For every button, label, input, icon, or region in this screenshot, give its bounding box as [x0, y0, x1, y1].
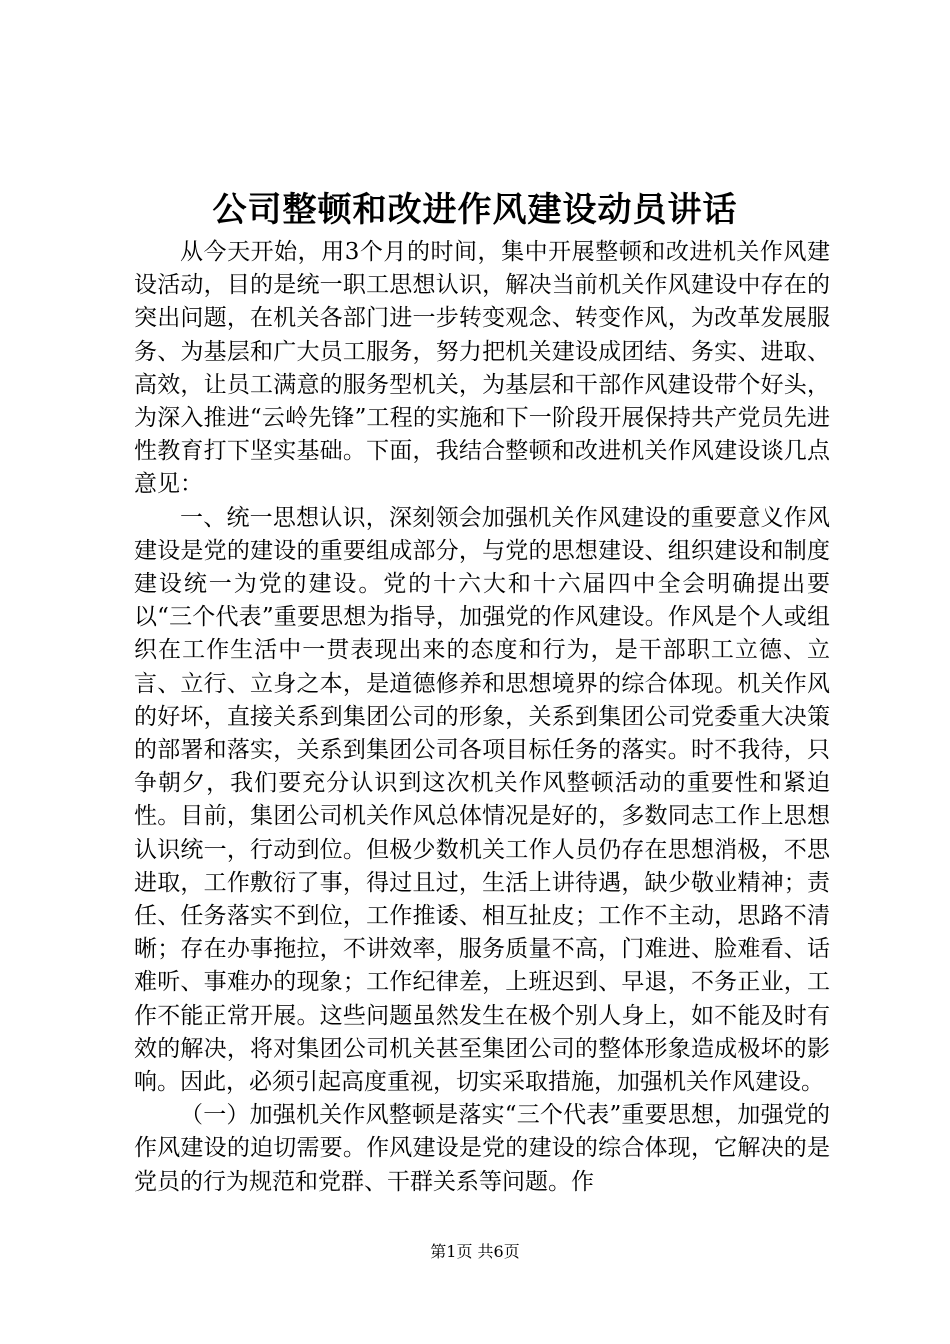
- paragraph-subsection-one: （一）加强机关作风整顿是落实“三个代表”重要思想，加强党的作风建设的迫切需要。作风建设是党的建设的综合体现，它解决的是党员的行为规范和党群、干群关系等问题。作: [134, 1102, 830, 1195]
- paragraph-intro: 从今天开始，用3个月的时间，集中开展整顿和改进机关作风建设活动，目的是统一职工思想认识，解决当前机关作风建设中存在的突出问题，在机关各部门进一步转变观念、转变作风，为改革发展服务、为基层和广大员工服务，努力把机关建设成团结、务实、进取、高效，让员工满意的服务型机关，为基层和干部作风建设带个好头，为深入推进“云岭先锋”工程的实施和下一阶段开展保持共产党员先进性教育打下坚实基础。下面，我结合整顿和改进机关作风建设谈几点意见：: [134, 239, 830, 498]
- document-title: 公司整顿和改进作风建设动员讲话: [212, 190, 738, 230]
- page-footer: 第1页 共6页: [430, 1242, 520, 1261]
- document-body: [134, 236, 830, 1199]
- paragraph-section-one: 一、统一思想认识，深刻领会加强机关作风建设的重要意义作风建设是党的建设的重要组成部分，与党的思想建设、组织建设和制度建设统一为党的建设。党的十六大和十六届四中全会明确提出要以“三个代表”重要思想为指导，加强党的作风建设。作风是个人或组织在工作生活中一贯表现出来的态度和行为，是干部职工立德、立言、立行、立身之本，是道德修养和思想境界的综合体现。机关作风的好坏，直接关系到集团公司的形象，关系到集团公司党委重大决策的部署和落实，关系到集团公司各项目标任务的落实。时不我待，只争朝夕，我们要充分认识到这次机关作风整顿活动的重要性和紧迫性。目前，集团公司机关作风总体情况是好的，多数同志工作上思想认识统一，行动到位。但极少数机关工作人员仍存在思想消极，不思进取，工作敷衍了事，得过且过，生活上讲待遇，缺少敬业精神；责任、任务落实不到位，工作推诿、相互扯皮；工作不主动，思路不清晰；存在办事拖拉，不讲效率，服务质量不高，门难进、脸难看、话难听、事难办的现象；工作纪律差，上班迟到、早退，不务正业，工作不能正常开展。这些问题虽然发生在极个别人身上，如不能及时有效的解决，将对集团公司机关甚至集团公司的整体形象造成极坏的影响。因此，必须引起高度重视，切实采取措施，加强机关作风建设。: [134, 504, 830, 1096]
